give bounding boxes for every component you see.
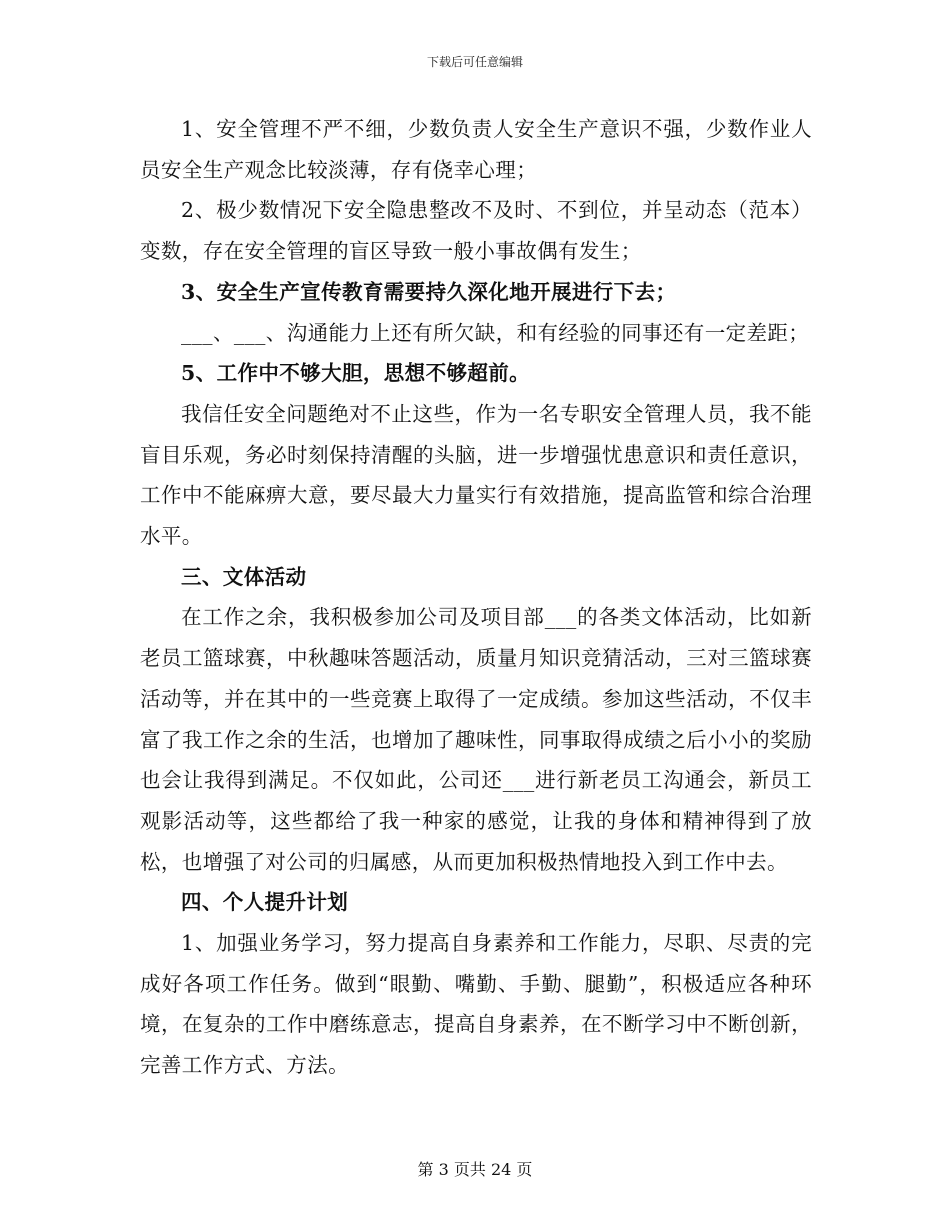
paragraph-safety-reflection: 我信任安全问题绝对不止这些，作为一名专职安全管理人员，我不能盲目乐观，务必时刻保持清醒的头脑，进一步增强忧患意识和责任意识，工作中不能麻痹大意，要尽最大力量实行有效措施，提高监管和综合治理水平。 [140, 401, 812, 549]
paragraph-issue-3: 3、安全生产宣传教育需要持久深化地开展进行下去； [181, 279, 677, 304]
paragraph-issue-4: ___、___、沟通能力上还有所欠缺，和有经验的同事还有一定差距； [181, 320, 810, 345]
page-header: 下载后可任意编辑 [426, 55, 523, 69]
document-body [140, 109, 812, 1086]
page-number: 第 3 页共 24 页 [417, 1160, 533, 1179]
section-heading-improvement: 四、个人提升计划 [181, 890, 349, 915]
section-heading-activities: 三、文体活动 [181, 564, 307, 589]
paragraph-issue-5: 5、工作中不够大胆，思想不够超前。 [181, 361, 531, 386]
paragraph-improvement-1: 1、加强业务学习，努力提高自身素养和工作能力，尽职、尽责的完成好各项工作任务。做到“眼勤、嘴勤、手勤、腿勤”，积极适应各种环境，在复杂的工作中磨练意志，提高自身素养，在不断学习中不断创新，完善工作方式、方法。 [140, 931, 812, 1078]
paragraph-activities: 在工作之余，我积极参加公司及项目部___的各类文体活动，比如新老员工篮球赛，中秋趣味答题活动，质量月知识竞猜活动，三对三篮球赛活动等，并在其中的一些竞赛上取得了一定成绩。参加这些活动，不仅丰富了我工作之余的生活，也增加了趣味性，同事取得成绩之后小小的奖励也会让我得到满足。不仅如此，公司还___进行新老员工沟通会，新员工观影活动等，这些都给了我一种家的感觉，让我的身体和精神得到了放松，也增强了对公司的归属感，从而更加积极热情地投入到工作中去。 [140, 605, 812, 874]
paragraph-issue-2: 2、极少数情况下安全隐患整改不及时、不到位，并呈动态（范本）变数，存在安全管理的盲区导致一般小事故偶有发生； [140, 198, 812, 264]
paragraph-issue-1: 1、安全管理不严不细，少数负责人安全生产意识不强，少数作业人员安全生产观念比较淡薄，存有侥幸心理； [140, 117, 812, 182]
